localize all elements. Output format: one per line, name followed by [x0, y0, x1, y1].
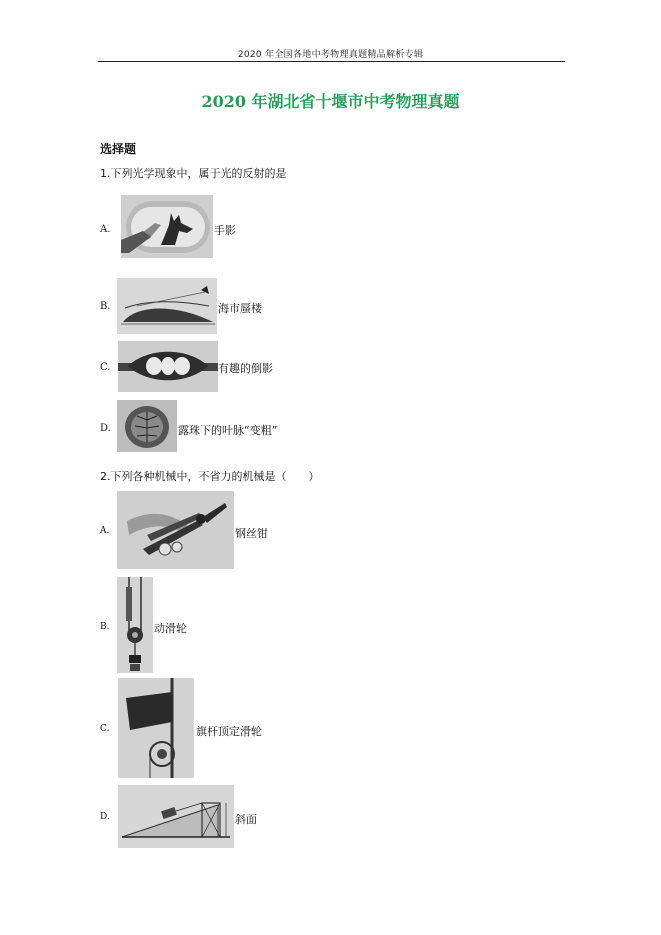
hand-shadow-image [121, 195, 213, 258]
question-2-stem: 2.下列各种机械中，不省力的机械是（ ） [100, 470, 320, 483]
q1-option-b-letter: B. [100, 301, 111, 312]
q2-option-d-letter: D. [100, 812, 110, 822]
reflection-bridge-image [118, 341, 218, 392]
section-heading: 选择题 [100, 142, 137, 156]
header-divider [98, 61, 565, 62]
q2-option-a-letter: A. [100, 526, 110, 536]
inclined-plane-image [118, 785, 234, 848]
document-title: 2020 年湖北省十堰市中考物理真题 [201, 92, 460, 111]
page-header: 2020 年全国各地中考物理真题精品解析专辑 [237, 50, 424, 60]
q1-option-d-letter: D. [100, 423, 111, 434]
dewdrop-leaf-image [117, 400, 177, 452]
q2-option-c-letter: C. [100, 724, 110, 734]
q1-option-c-letter: C. [100, 362, 111, 373]
q2-option-b-letter: B. [100, 622, 110, 632]
pliers-image [117, 491, 234, 569]
q2-option-d-text: 斜面 [235, 813, 257, 826]
q2-option-b-text: 动滑轮 [154, 622, 187, 635]
q1-option-a-letter: A. [100, 224, 111, 235]
q1-option-a-text: 手影 [214, 224, 236, 237]
q1-option-c-text: 有趣的倒影 [218, 362, 273, 375]
mirage-image [117, 278, 217, 334]
flagpole-pulley-image [118, 678, 194, 778]
question-1-stem: 1.下列光学现象中，属于光的反射的是 [100, 167, 287, 180]
q1-option-d-text: 露珠下的叶脉“变粗” [178, 424, 278, 437]
movable-pulley-image [117, 577, 153, 673]
q2-option-c-text: 旗杆顶定滑轮 [196, 725, 262, 738]
q1-option-b-text: 海市蜃楼 [218, 302, 262, 315]
q2-option-a-text: 钢丝钳 [235, 527, 268, 540]
